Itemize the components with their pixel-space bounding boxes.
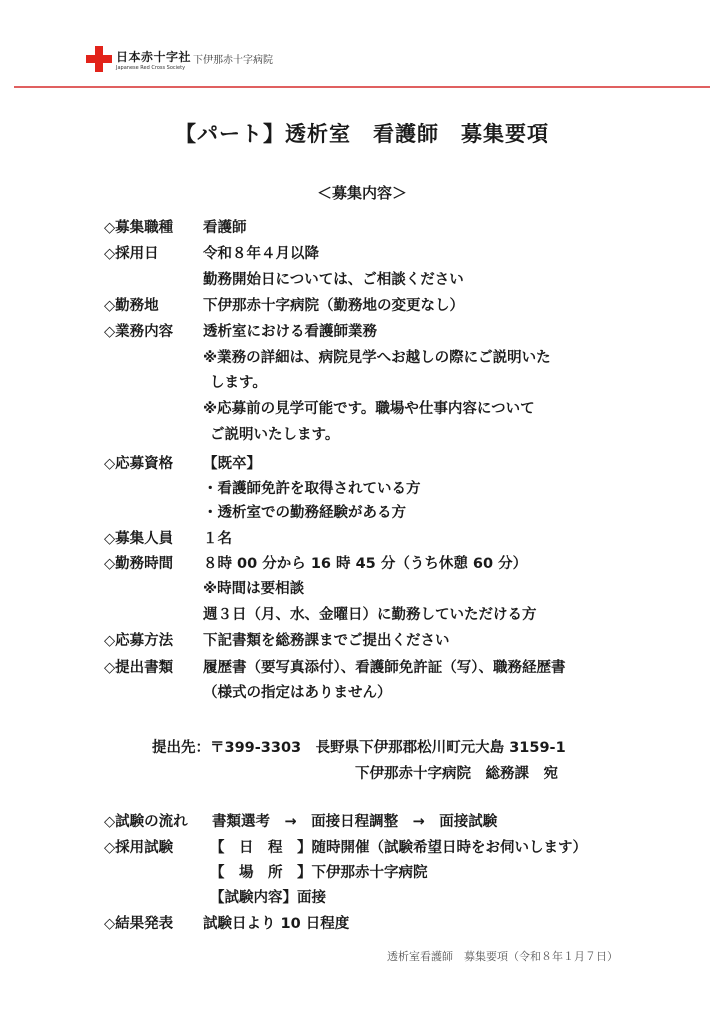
footer-note: 透析室看護師 募集要項（令和８年１月７日） xyxy=(387,950,618,963)
red-cross-icon xyxy=(86,46,112,72)
exam-schedule: 【 日 程 】随時開催（試験希望日時をお伺いします） xyxy=(210,840,587,856)
duties-note2a: ※応募前の見学可能です。職場や仕事内容について xyxy=(203,401,535,417)
hire-date-label: ◇採用日 xyxy=(104,246,159,262)
org-name: 日本赤十字社 xyxy=(116,50,192,64)
qualification-req2: ・透析室での勤務経験がある方 xyxy=(203,505,406,521)
exam-label: ◇採用試験 xyxy=(104,840,174,856)
qualifications-label: ◇応募資格 xyxy=(104,456,174,472)
method-value: 下記書類を総務課までご提出ください xyxy=(203,633,450,649)
header-divider xyxy=(14,86,710,88)
section-heading: ＜募集内容＞ xyxy=(316,184,407,202)
hours-value: ８時 00 分から 16 時 45 分（うち休憩 60 分） xyxy=(203,556,528,572)
exam-flow-label: ◇試験の流れ xyxy=(104,814,188,830)
result-value: 試験日より 10 日程度 xyxy=(203,916,350,932)
duties-note1b: します。 xyxy=(210,375,267,391)
hours-label: ◇勤務時間 xyxy=(104,556,174,572)
headcount-label: ◇募集人員 xyxy=(104,531,174,547)
workplace-value: 下伊那赤十字病院（勤務地の変更なし） xyxy=(203,298,464,314)
hours-note2: 週３日（月、水、金曜日）に勤務していただける方 xyxy=(203,607,537,623)
org-name-en: Japanese Red Cross Society xyxy=(116,65,186,71)
duties-note2b: ご説明いたします。 xyxy=(210,427,340,443)
workplace-label: ◇勤務地 xyxy=(104,298,159,314)
documents-note: （様式の指定はありません） xyxy=(203,685,392,701)
submission-address: 提出先：〒399-3303 長野県下伊那郡松川町元大島 3159-1 xyxy=(152,740,566,756)
duties-note1a: ※業務の詳細は、病院見学へお越しの際にご説明いた xyxy=(203,350,551,366)
job-type-label: ◇募集職種 xyxy=(104,220,174,236)
exam-place: 【 場 所 】下伊那赤十字病院 xyxy=(210,865,428,881)
qualifications-value: 【既卒】 xyxy=(203,456,261,472)
hours-note1: ※時間は要相談 xyxy=(203,581,305,597)
submission-recipient: 下伊那赤十字病院 総務課 宛 xyxy=(355,766,558,782)
hospital-name: 下伊那赤十字病院 xyxy=(193,55,273,66)
exam-flow-value: 書類選考 → 面接日程調整 → 面接試験 xyxy=(212,814,498,830)
headcount-value: １名 xyxy=(203,531,232,547)
qualification-req1: ・看護師免許を取得されている方 xyxy=(203,481,421,497)
page-title: 【パート】透析室 看護師 募集要項 xyxy=(175,122,549,146)
method-label: ◇応募方法 xyxy=(104,633,174,649)
duties-label: ◇業務内容 xyxy=(104,324,174,340)
hire-date-note: 勤務開始日については、ご相談ください xyxy=(203,272,464,288)
exam-content: 【試験内容】面接 xyxy=(210,890,326,906)
documents-label: ◇提出書類 xyxy=(104,660,174,676)
job-type-value: 看護師 xyxy=(203,220,247,236)
hire-date-value: 令和８年４月以降 xyxy=(203,246,319,262)
documents-value: 履歴書（要写真添付）、看護師免許証（写）、職務経歴書 xyxy=(203,660,566,676)
result-label: ◇結果発表 xyxy=(104,916,174,932)
duties-value: 透析室における看護師業務 xyxy=(203,324,377,340)
